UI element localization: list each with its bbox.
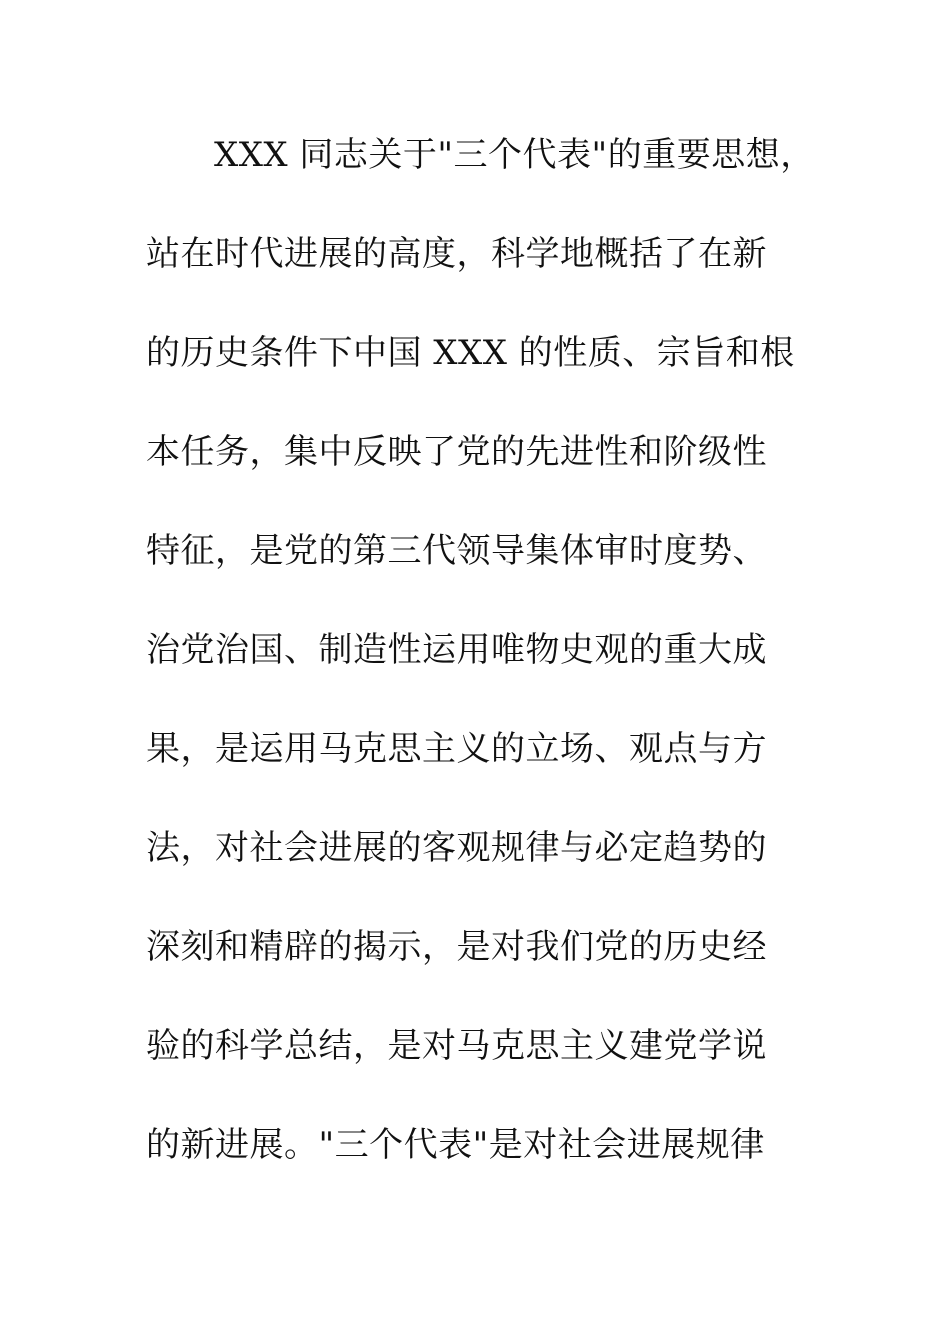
paragraph-line-7: 果，是运用马克思主义的立场、观点与方 bbox=[146, 729, 767, 769]
paragraph-line-2: 站在时代进展的高度，科学地概括了在新 bbox=[146, 234, 767, 274]
paragraph-line-11: 的新进展。"三个代表"是对社会进展规律 bbox=[146, 1125, 765, 1165]
paragraph-line-1: XXX 同志关于"三个代表"的重要思想， bbox=[214, 135, 815, 175]
paragraph-line-3: 的历史条件下中国 XXX 的性质、宗旨和根 bbox=[146, 333, 795, 373]
paragraph-line-10: 验的科学总结，是对马克思主义建党学说 bbox=[146, 1026, 767, 1066]
paragraph-line-8: 法，对社会进展的客观规律与必定趋势的 bbox=[146, 828, 767, 868]
paragraph-line-5: 特征，是党的第三代领导集体审时度势、 bbox=[146, 531, 767, 571]
paragraph bbox=[146, 125, 826, 1214]
paragraph-line-6: 治党治国、制造性运用唯物史观的重大成 bbox=[146, 630, 767, 670]
paragraph-line-4: 本任务，集中反映了党的先进性和阶级性 bbox=[146, 432, 767, 472]
paragraph-line-9: 深刻和精辟的揭示，是对我们党的历史经 bbox=[146, 927, 767, 967]
